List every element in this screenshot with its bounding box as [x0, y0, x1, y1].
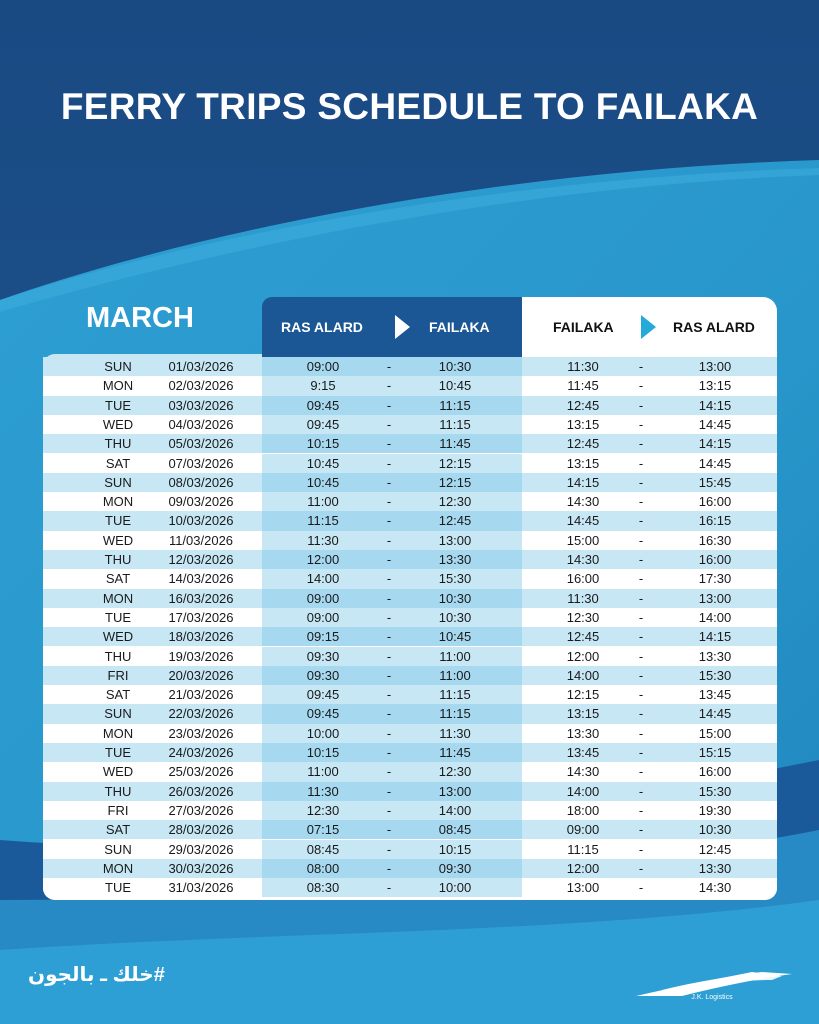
- outbound-arrival-cell: 12:45: [438, 513, 472, 529]
- day-cell: MON: [102, 378, 134, 394]
- outbound-departure-cell: 12:30: [306, 802, 340, 818]
- outbound-departure-cell: 07:15: [306, 822, 340, 838]
- outbound-departure-cell: 10:15: [306, 745, 340, 760]
- return-dash: -: [638, 725, 644, 741]
- outbound-departure-cell: 11:15: [307, 513, 339, 529]
- return-departure-cell: 12:45: [566, 436, 600, 452]
- outbound-dash: -: [386, 474, 392, 490]
- hashtag: #خلك ـ بالجون: [28, 964, 165, 986]
- outbound-departure-cell: 9:15: [310, 378, 336, 394]
- schedule-card: [43, 297, 777, 900]
- table-row: [43, 415, 777, 434]
- return-dash: -: [638, 436, 644, 452]
- outbound-dash: -: [386, 841, 392, 857]
- outbound-arrival-cell: 10:00: [438, 880, 472, 896]
- return-departure-cell: 12:00: [566, 860, 600, 876]
- return-departure-cell: 12:45: [566, 629, 600, 645]
- outbound-departure-cell: 10:45: [306, 455, 340, 471]
- return-departure-cell: 12:00: [566, 648, 600, 664]
- header-return-from: FAILAKA: [553, 319, 614, 335]
- return-dash: -: [638, 552, 644, 567]
- return-arrival-cell: 12:45: [698, 841, 732, 857]
- return-dash: -: [638, 455, 644, 471]
- date-cell: 02/03/2026: [168, 378, 234, 394]
- outbound-departure-cell: 09:30: [306, 667, 340, 683]
- return-dash: -: [638, 629, 644, 645]
- return-arrival-cell: 14:45: [698, 455, 732, 471]
- outbound-departure-cell: 09:45: [306, 706, 340, 722]
- return-arrival-cell: 16:00: [698, 552, 732, 567]
- outbound-dash: -: [386, 783, 392, 799]
- date-cell: 23/03/2026: [168, 725, 234, 741]
- day-cell: TUE: [105, 397, 131, 413]
- date-cell: 08/03/2026: [168, 474, 234, 490]
- return-dash: -: [638, 841, 644, 857]
- return-dash: -: [638, 513, 644, 529]
- outbound-arrival-cell: 11:00: [439, 667, 471, 683]
- return-dash: -: [638, 860, 644, 876]
- header-outbound-to: FAILAKA: [429, 319, 490, 335]
- return-departure-cell: 14:00: [566, 667, 600, 683]
- table-row: [43, 704, 777, 723]
- table-row: [43, 859, 777, 878]
- outbound-arrival-cell: 08:45: [438, 822, 472, 838]
- schedule-table: [43, 357, 777, 900]
- date-cell: 16/03/2026: [168, 590, 234, 606]
- outbound-dash: -: [386, 764, 392, 780]
- date-cell: 29/03/2026: [168, 841, 234, 857]
- return-departure-cell: 13:30: [566, 725, 600, 741]
- outbound-arrival-cell: 12:30: [438, 494, 472, 510]
- return-departure-cell: 11:45: [567, 378, 599, 394]
- table-row: [43, 569, 777, 588]
- day-cell: TUE: [105, 745, 131, 760]
- outbound-arrival-cell: 11:15: [439, 687, 471, 703]
- table-row: [43, 511, 777, 530]
- table-row: [43, 454, 777, 473]
- return-dash: -: [638, 687, 644, 703]
- day-cell: SAT: [105, 822, 131, 838]
- logo-text: J.K. Logistics: [691, 994, 733, 1001]
- outbound-arrival-cell: 13:00: [438, 532, 472, 548]
- return-arrival-cell: 19:30: [698, 802, 732, 818]
- return-dash: -: [638, 745, 644, 760]
- day-cell: WED: [102, 629, 134, 645]
- return-dash: -: [638, 822, 644, 838]
- outbound-arrival-cell: 09:30: [438, 860, 472, 876]
- return-arrival-cell: 14:00: [698, 609, 732, 625]
- date-cell: 20/03/2026: [168, 667, 234, 683]
- outbound-departure-cell: 09:30: [306, 648, 340, 664]
- outbound-departure-cell: 11:30: [307, 532, 339, 548]
- date-cell: 28/03/2026: [168, 822, 234, 838]
- day-cell: SAT: [105, 571, 131, 587]
- outbound-departure-cell: 09:15: [306, 629, 340, 645]
- return-departure-cell: 14:30: [566, 764, 600, 780]
- table-row: [43, 357, 777, 376]
- return-dash: -: [638, 494, 644, 510]
- outbound-departure-cell: 11:00: [307, 764, 339, 780]
- table-row: [43, 878, 777, 897]
- outbound-departure-cell: 09:45: [306, 397, 340, 413]
- outbound-dash: -: [386, 416, 392, 432]
- table-row: [43, 647, 777, 666]
- return-arrival-cell: 13:00: [698, 590, 732, 606]
- date-cell: 11/03/2026: [168, 532, 234, 548]
- outbound-dash: -: [386, 494, 392, 510]
- date-cell: 05/03/2026: [168, 436, 234, 452]
- outbound-departure-cell: 09:00: [306, 590, 340, 606]
- outbound-arrival-cell: 11:15: [439, 706, 471, 722]
- return-dash: -: [638, 378, 644, 394]
- day-cell: SUN: [104, 841, 132, 857]
- return-departure-cell: 13:15: [566, 455, 600, 471]
- day-cell: THU: [104, 648, 132, 664]
- table-row: [43, 820, 777, 839]
- outbound-dash: -: [386, 532, 392, 548]
- outbound-departure-cell: 08:45: [306, 841, 340, 857]
- date-cell: 31/03/2026: [168, 880, 234, 896]
- date-cell: 10/03/2026: [168, 513, 234, 529]
- return-departure-cell: 11:30: [567, 590, 599, 606]
- outbound-arrival-cell: 12:30: [438, 764, 472, 780]
- table-row: [43, 627, 777, 646]
- outbound-arrival-cell: 13:00: [438, 783, 472, 799]
- table-row: [43, 666, 777, 685]
- outbound-arrival-cell: 11:15: [439, 397, 471, 413]
- return-departure-cell: 14:15: [566, 474, 600, 490]
- return-dash: -: [638, 783, 644, 799]
- outbound-departure-cell: 12:00: [306, 552, 340, 567]
- day-cell: WED: [102, 532, 134, 548]
- return-dash: -: [638, 764, 644, 780]
- table-row: [43, 801, 777, 820]
- return-arrival-cell: 15:15: [698, 745, 732, 760]
- return-departure-cell: 13:15: [566, 706, 600, 722]
- return-departure-cell: 18:00: [566, 802, 600, 818]
- date-cell: 22/03/2026: [168, 706, 234, 722]
- date-cell: 18/03/2026: [168, 629, 234, 645]
- table-row: [43, 376, 777, 395]
- outbound-dash: -: [386, 436, 392, 452]
- outbound-arrival-cell: 15:30: [438, 571, 472, 587]
- table-row: [43, 762, 777, 781]
- outbound-dash: -: [386, 397, 392, 413]
- return-arrival-cell: 16:00: [698, 764, 732, 780]
- outbound-dash: -: [386, 822, 392, 838]
- outbound-dash: -: [386, 667, 392, 683]
- month-label: MARCH: [86, 302, 194, 334]
- return-arrival-cell: 15:00: [698, 725, 732, 741]
- day-cell: WED: [102, 416, 134, 432]
- outbound-dash: -: [386, 609, 392, 625]
- outbound-arrival-cell: 10:15: [438, 841, 472, 857]
- day-cell: THU: [104, 783, 132, 799]
- outbound-dash: -: [386, 590, 392, 606]
- return-arrival-cell: 13:45: [698, 687, 732, 703]
- outbound-arrival-cell: 10:45: [438, 378, 472, 394]
- return-dash: -: [638, 667, 644, 683]
- return-dash: -: [638, 359, 644, 374]
- table-row: [43, 685, 777, 704]
- page-title: FERRY TRIPS SCHEDULE TO FAILAKA: [60, 86, 759, 127]
- return-dash: -: [638, 706, 644, 722]
- outbound-dash: -: [386, 455, 392, 471]
- return-departure-cell: 13:15: [566, 416, 600, 432]
- outbound-departure-cell: 09:45: [306, 687, 340, 703]
- return-departure-cell: 11:15: [567, 841, 599, 857]
- return-departure-cell: 09:00: [566, 822, 600, 838]
- outbound-departure-cell: 09:45: [306, 416, 340, 432]
- outbound-departure-cell: 10:00: [306, 725, 340, 741]
- table-row: [43, 589, 777, 608]
- day-cell: SUN: [104, 706, 132, 722]
- return-departure-cell: 12:30: [566, 609, 600, 625]
- return-arrival-cell: 16:15: [698, 513, 732, 529]
- day-cell: MON: [102, 494, 134, 510]
- date-cell: 12/03/2026: [168, 552, 234, 567]
- table-row: [43, 608, 777, 627]
- return-departure-cell: 12:15: [566, 687, 600, 703]
- table-row: [43, 531, 777, 550]
- outbound-arrival-cell: 11:45: [439, 745, 471, 760]
- outbound-dash: -: [386, 378, 392, 394]
- return-departure-cell: 13:00: [566, 880, 600, 896]
- day-cell: SUN: [104, 359, 132, 374]
- return-arrival-cell: 13:30: [698, 860, 732, 876]
- outbound-arrival-cell: 12:15: [438, 455, 472, 471]
- outbound-departure-cell: 09:00: [306, 609, 340, 625]
- return-arrival-cell: 15:45: [698, 474, 732, 490]
- date-cell: 26/03/2026: [168, 783, 234, 799]
- return-departure-cell: 13:45: [566, 745, 600, 760]
- day-cell: SAT: [105, 455, 131, 471]
- return-dash: -: [638, 571, 644, 587]
- outbound-dash: -: [386, 725, 392, 741]
- outbound-departure-cell: 09:00: [306, 359, 340, 374]
- outbound-departure-cell: 11:00: [307, 494, 339, 510]
- return-departure-cell: 12:45: [566, 397, 600, 413]
- date-cell: 03/03/2026: [168, 397, 234, 413]
- day-cell: MON: [102, 860, 134, 876]
- day-cell: WED: [102, 764, 134, 780]
- day-cell: SAT: [105, 687, 131, 703]
- table-row: [43, 782, 777, 801]
- return-dash: -: [638, 590, 644, 606]
- arrow-right-icon: [395, 315, 410, 339]
- date-cell: 07/03/2026: [168, 455, 234, 471]
- outbound-dash: -: [386, 552, 392, 567]
- outbound-dash: -: [386, 571, 392, 587]
- date-cell: 19/03/2026: [168, 648, 234, 664]
- return-dash: -: [638, 802, 644, 818]
- return-arrival-cell: 14:15: [698, 436, 732, 452]
- outbound-arrival-cell: 11:15: [439, 416, 471, 432]
- outbound-dash: -: [386, 629, 392, 645]
- outbound-dash: -: [386, 359, 392, 374]
- date-cell: 30/03/2026: [168, 860, 234, 876]
- outbound-dash: -: [386, 860, 392, 876]
- return-dash: -: [638, 609, 644, 625]
- outbound-arrival-cell: 12:15: [438, 474, 472, 490]
- return-dash: -: [638, 416, 644, 432]
- return-departure-cell: 15:00: [566, 532, 600, 548]
- return-arrival-cell: 13:30: [698, 648, 732, 664]
- return-arrival-cell: 14:15: [698, 629, 732, 645]
- return-arrival-cell: 17:30: [698, 571, 732, 587]
- day-cell: MON: [102, 590, 134, 606]
- day-cell: TUE: [105, 513, 131, 529]
- table-row: [43, 396, 777, 415]
- table-row: [43, 492, 777, 511]
- outbound-arrival-cell: 10:45: [438, 629, 472, 645]
- day-cell: TUE: [105, 880, 131, 896]
- date-cell: 09/03/2026: [168, 494, 234, 510]
- table-row: [43, 473, 777, 492]
- return-dash: -: [638, 532, 644, 548]
- outbound-departure-cell: 10:15: [306, 436, 340, 452]
- return-dash: -: [638, 474, 644, 490]
- return-departure-cell: 11:30: [567, 359, 599, 374]
- date-cell: 17/03/2026: [168, 609, 234, 625]
- date-cell: 14/03/2026: [168, 571, 234, 587]
- outbound-arrival-cell: 13:30: [438, 552, 472, 567]
- date-cell: 04/03/2026: [168, 416, 234, 432]
- table-row: [43, 724, 777, 743]
- return-arrival-cell: 15:30: [698, 783, 732, 799]
- return-arrival-cell: 14:45: [698, 416, 732, 432]
- return-arrival-cell: 16:00: [698, 494, 732, 510]
- return-dash: -: [638, 397, 644, 413]
- header-return-to: RAS ALARD: [673, 319, 755, 335]
- table-row: [43, 550, 777, 569]
- outbound-dash: -: [386, 802, 392, 818]
- outbound-arrival-cell: 14:00: [438, 802, 472, 818]
- table-row: [43, 434, 777, 453]
- arrow-right-icon: [641, 315, 656, 339]
- return-departure-cell: 14:45: [566, 513, 600, 529]
- outbound-departure-cell: 11:30: [307, 783, 339, 799]
- outbound-departure-cell: 08:00: [306, 860, 340, 876]
- outbound-arrival-cell: 11:30: [439, 725, 471, 741]
- table-row: [43, 840, 777, 859]
- outbound-arrival-cell: 11:00: [439, 648, 471, 664]
- return-arrival-cell: 13:15: [698, 378, 732, 394]
- date-cell: 21/03/2026: [168, 687, 234, 703]
- return-dash: -: [638, 880, 644, 896]
- return-departure-cell: 14:30: [566, 552, 600, 567]
- day-cell: SUN: [104, 474, 132, 490]
- date-cell: 01/03/2026: [168, 359, 234, 374]
- outbound-dash: -: [386, 880, 392, 896]
- return-arrival-cell: 16:30: [698, 532, 732, 548]
- return-arrival-cell: 14:30: [698, 880, 732, 896]
- outbound-arrival-cell: 10:30: [438, 590, 472, 606]
- date-cell: 27/03/2026: [168, 802, 234, 818]
- return-arrival-cell: 10:30: [698, 822, 732, 838]
- day-cell: FRI: [107, 667, 129, 683]
- outbound-departure-cell: 08:30: [306, 880, 340, 896]
- day-cell: TUE: [105, 609, 131, 625]
- outbound-dash: -: [386, 687, 392, 703]
- day-cell: THU: [104, 436, 132, 452]
- return-arrival-cell: 15:30: [698, 667, 732, 683]
- outbound-departure-cell: 10:45: [306, 474, 340, 490]
- return-arrival-cell: 14:15: [698, 397, 732, 413]
- outbound-arrival-cell: 10:30: [438, 609, 472, 625]
- return-dash: -: [638, 648, 644, 664]
- return-arrival-cell: 14:45: [698, 706, 732, 722]
- outbound-dash: -: [386, 513, 392, 529]
- outbound-dash: -: [386, 745, 392, 760]
- day-cell: FRI: [107, 802, 129, 818]
- outbound-dash: -: [386, 706, 392, 722]
- return-departure-cell: 14:30: [566, 494, 600, 510]
- outbound-departure-cell: 14:00: [306, 571, 340, 587]
- outbound-arrival-cell: 11:45: [439, 436, 471, 452]
- outbound-dash: -: [386, 648, 392, 664]
- day-cell: THU: [104, 552, 132, 567]
- return-departure-cell: 16:00: [566, 571, 600, 587]
- header-outbound-from: RAS ALARD: [281, 319, 363, 335]
- date-cell: 25/03/2026: [168, 764, 234, 780]
- return-departure-cell: 14:00: [566, 783, 600, 799]
- table-row: [43, 743, 777, 762]
- day-cell: MON: [102, 725, 134, 741]
- outbound-arrival-cell: 10:30: [438, 359, 472, 374]
- return-arrival-cell: 13:00: [698, 359, 732, 374]
- date-cell: 24/03/2026: [168, 745, 234, 760]
